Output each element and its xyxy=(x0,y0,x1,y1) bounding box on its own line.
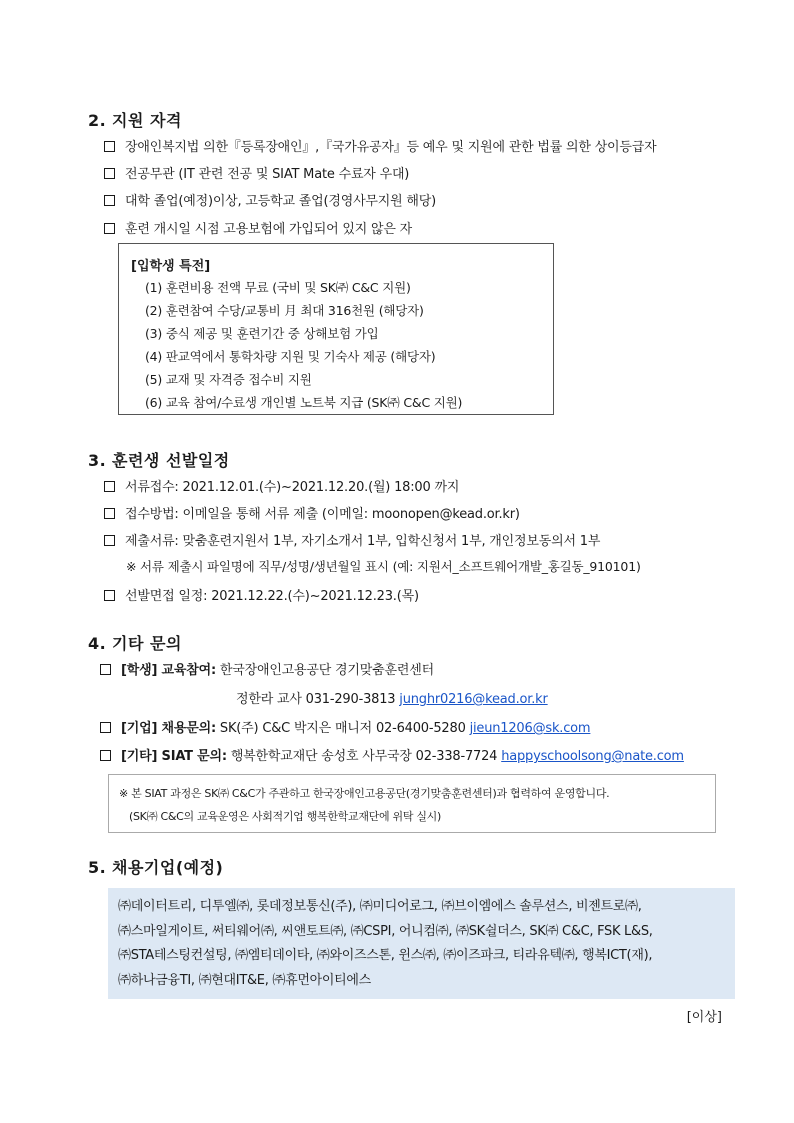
checkbox-icon xyxy=(104,481,115,492)
section-5-heading xyxy=(88,855,223,878)
benefits-title: [입학생 특전] xyxy=(131,259,211,274)
checkbox-icon xyxy=(104,590,115,601)
benefit-item: (1) 훈련비용 전액 무료 (국비 및 SK㈜ C&C 지원) xyxy=(145,280,411,295)
note-line: (SK㈜ C&C의 교육운영은 사회적기업 행복한학교재단에 위탁 실시) xyxy=(129,810,441,823)
section-4-heading xyxy=(88,631,182,654)
contact-label: [기업] 채용문의: xyxy=(121,721,216,736)
checkbox-icon xyxy=(100,722,111,733)
contact-label: [학생] 교육참여: xyxy=(121,663,216,678)
contact-text: 정한라 교사 031-290-3813 xyxy=(236,692,396,707)
contact-student xyxy=(100,659,434,678)
benefit-item: (3) 중식 제공 및 훈련기간 중 상해보험 가입 xyxy=(145,326,379,341)
contact-text: 행복한학교재단 송성호 사무국장 02-338-7724 xyxy=(230,749,498,764)
contact-label: [기타] SIAT 문의: xyxy=(121,749,227,764)
list-item: 대학 졸업(예정)이상, 고등학교 졸업(경영사무지원 해당) xyxy=(104,190,436,209)
benefits-box xyxy=(118,243,554,415)
list-item: 선발면접 일정: 2021.12.22.(수)~2021.12.23.(목) xyxy=(104,585,419,604)
employer-line: ㈜스마일게이트, 써티웨어㈜, 씨앤토트㈜, ㈜CSPI, 어니컴㈜, ㈜SK쉴더스, SK㈜ C&C, FSK L&S, xyxy=(118,923,653,939)
note-line: ※ 본 SIAT 과정은 SK㈜ C&C가 주관하고 한국장애인고용공단(경기맞춤훈련센터)과 협력하여 운영합니다. xyxy=(119,787,610,800)
checkbox-icon xyxy=(104,535,115,546)
checkbox-icon xyxy=(104,223,115,234)
contact-other xyxy=(100,745,684,764)
contact-org: 한국장애인고용공단 경기맞춤훈련센터 xyxy=(219,663,434,678)
list-item: 훈련 개시일 시점 고용보험에 가입되어 있지 않은 자 xyxy=(104,218,412,237)
checkbox-icon xyxy=(104,168,115,179)
section-2-heading xyxy=(88,108,182,131)
benefit-item: (5) 교재 및 자격증 접수비 지원 xyxy=(145,372,312,387)
operation-note-box xyxy=(108,774,716,833)
benefit-item: (4) 판교역에서 통학차량 지원 및 기숙사 제공 (해당자) xyxy=(145,349,436,364)
employer-line: ㈜하나금융TI, ㈜현대IT&E, ㈜휴먼아이티에스 xyxy=(118,972,371,988)
benefit-item: (6) 교육 참여/수료생 개인별 노트북 지급 (SK㈜ C&C 지원) xyxy=(145,395,463,410)
list-item: 제출서류: 맞춤훈련지원서 1부, 자기소개서 1부, 입학신청서 1부, 개인정보동의서 1부 xyxy=(104,530,600,549)
closing-mark: [이상] xyxy=(686,1010,722,1025)
section-title: 훈련생 선발일정 xyxy=(112,451,230,470)
checkbox-icon xyxy=(100,750,111,761)
benefit-item: (2) 훈련참여 수당/교통비 月 최대 316천원 (해당자) xyxy=(145,303,424,318)
contact-text: SK(주) C&C 박지은 매니저 02-6400-5280 xyxy=(219,721,466,736)
email-link[interactable]: junghr0216@kead.or.kr xyxy=(399,692,548,707)
section-3-heading xyxy=(88,448,230,471)
section-title: 채용기업(예정) xyxy=(112,858,224,877)
email-link[interactable]: happyschoolsong@nate.com xyxy=(501,749,684,764)
contact-company xyxy=(100,717,590,736)
employers-box xyxy=(108,888,735,999)
employer-line: ㈜STA테스팅컨설팅, ㈜엠티데이타, ㈜와이즈스톤, 윈스㈜, ㈜이즈파크, 티라유텍㈜, 행복ICT(재), xyxy=(118,948,653,963)
list-item: 접수방법: 이메일을 통해 서류 제출 (이메일: moonopen@kead.or.kr) xyxy=(104,503,520,522)
checkbox-icon xyxy=(104,508,115,519)
section-title: 지원 자격 xyxy=(112,111,182,130)
checkbox-icon xyxy=(104,195,115,206)
section-number: 2. xyxy=(88,111,107,130)
section-number: 3. xyxy=(88,451,107,470)
employer-line: ㈜데이터트리, 디투엘㈜, 롯데정보통신(주), ㈜미디어로그, ㈜브이엠에스 솔루션스, 비젠트로㈜, xyxy=(118,899,642,914)
list-item: 서류접수: 2021.12.01.(수)~2021.12.20.(월) 18:00 까지 xyxy=(104,476,459,495)
email-link[interactable]: jieun1206@sk.com xyxy=(469,721,591,736)
list-item: 전공무관 (IT 관련 전공 및 SIAT Mate 수료자 우대) xyxy=(104,163,409,182)
checkbox-icon xyxy=(100,664,111,675)
list-item: 장애인복지법 의한『등록장애인』,『국가유공자』등 예우 및 지원에 관한 법률 의한 상이등급자 xyxy=(104,136,656,155)
section-title: 기타 문의 xyxy=(112,634,182,653)
contact-student-detail xyxy=(236,688,548,707)
section-number: 4. xyxy=(88,634,107,653)
section-number: 5. xyxy=(88,858,107,877)
file-naming-note: ※ 서류 제출시 파일명에 직무/성명/생년월일 표시 (예: 지원서_소프트웨어개발_홍길동_910101) xyxy=(126,559,641,574)
checkbox-icon xyxy=(104,141,115,152)
